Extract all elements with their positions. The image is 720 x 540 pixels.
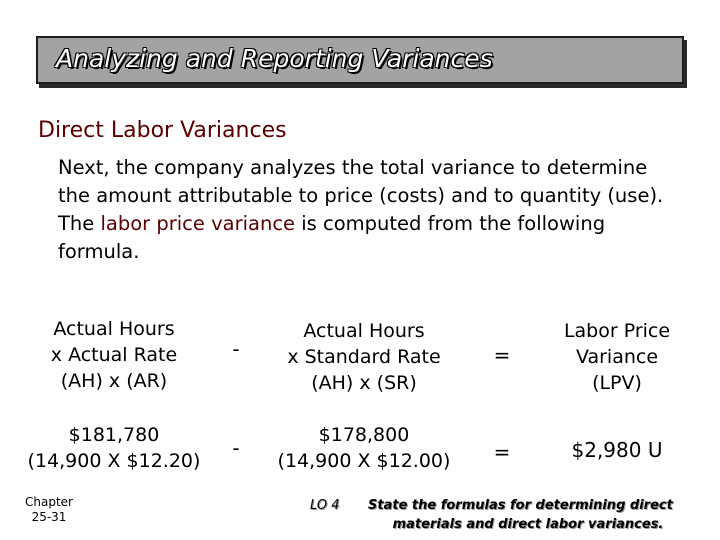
formula-col2-line2: x Standard Rate xyxy=(287,346,441,368)
learning-objective-text-line2: materials and direct labor variances. xyxy=(392,517,664,532)
formula-col1-line1: Actual Hours xyxy=(53,318,175,340)
chapter-label xyxy=(14,495,84,525)
labor-price-variance-term: labor price variance xyxy=(100,212,296,235)
intro-paragraph xyxy=(58,154,678,266)
variance-result-value: $2,980 U xyxy=(571,438,663,462)
paragraph-text-before: Next, the company analyzes the total variance to determine the amount attributable to price (costs) and to quantity (use). The xyxy=(58,156,664,235)
standard-cost-calculation: (14,900 X $12.00) xyxy=(277,450,451,472)
actual-cost-calculation: (14,900 X $12.20) xyxy=(27,450,201,472)
standard-cost-amount: $178,800 xyxy=(318,424,410,446)
formula-equals-operator: = xyxy=(493,343,511,367)
formula-col2-line3: (AH) x (SR) xyxy=(311,372,417,394)
chapter-word: Chapter xyxy=(25,495,73,509)
learning-objective-label: LO 4 xyxy=(310,498,340,513)
paragraph-text-after: is computed from the following formula. xyxy=(58,212,606,263)
formula-actual-hours-actual-rate xyxy=(18,316,210,394)
formula-col1-line3: (AH) x (AR) xyxy=(60,370,168,392)
values-minus-operator: - xyxy=(232,436,240,460)
section-heading: Direct Labor Variances xyxy=(38,118,287,143)
actual-cost-amount: $181,780 xyxy=(68,424,160,446)
title-bar xyxy=(36,36,684,84)
learning-objective-text-line1: State the formulas for determining direct xyxy=(368,498,673,513)
formula-minus-operator: - xyxy=(232,337,240,361)
formula-col3-line1: Labor Price xyxy=(563,320,671,342)
actual-cost-value xyxy=(14,422,214,474)
formula-col3-line2: Variance xyxy=(575,346,659,368)
formula-col1-line2: x Actual Rate xyxy=(50,344,178,366)
formula-col3-line3: (LPV) xyxy=(592,372,642,394)
values-equals-operator: = xyxy=(493,440,511,464)
chapter-page-number: 25-31 xyxy=(31,510,67,524)
slide-title: Analyzing and Reporting Variances xyxy=(56,44,493,73)
formula-actual-hours-standard-rate xyxy=(262,318,466,396)
standard-cost-value xyxy=(262,422,466,474)
formula-col2-line1: Actual Hours xyxy=(303,320,425,342)
formula-labor-price-variance xyxy=(530,318,704,396)
